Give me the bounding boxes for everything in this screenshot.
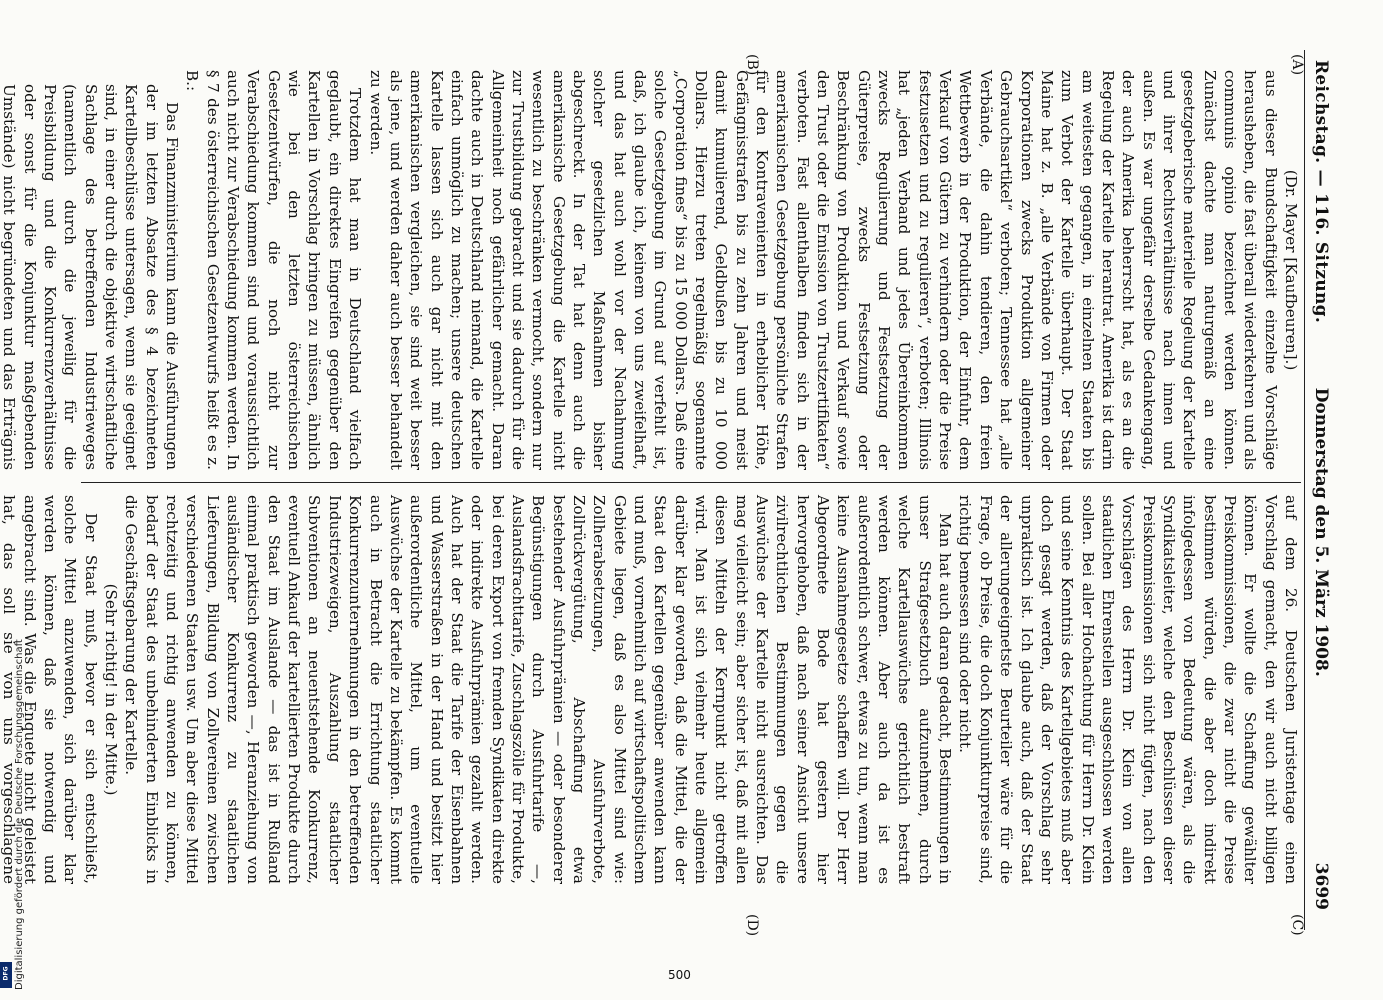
dfg-logo-icon — [0, 962, 12, 988]
paragraph: auf dem 26. Deutschen Juristentage einen Vorschlag gemacht, den wir auch nicht billigen können. Er wollte die Schaffung gewählter Preiskommissionen, die zwar nicht die Preise bestimmen würden, die aber doch indirekt infolgedessen von Bedeutung wären, als die Syndikatsleiter, welche den Beschlüssen dieser Preiskommissionen sich nicht fügten, nach den Vorschlägen des Herrn Dr. Klein von allen staatlichen Ehrenstellen ausgeschlossen werden sollen. Bei aller Hochachtung für Herrn Dr. Klein und seine Kenntnis des Kartellgebietes muß aber doch gesagt werden, daß der Vorschlag sehr unpraktisch ist. Ich glaube auch, daß der Staat der allerungeeignetste Beurteiler wäre für die Frage, ob Preise, die doch Konjunkturpreise sind, richtig bemessen sind oder nicht. — [956, 495, 1300, 884]
left-column — [0, 50, 1301, 470]
header-session: Reichstag. — 116. Sitzung. — [1311, 60, 1331, 324]
header-page-number: 3699 — [1311, 862, 1331, 910]
interjection: (Sehr richtig! in der Mitte.) — [102, 583, 121, 796]
header-date: Donnerstag den 5. März 1908. — [1311, 387, 1331, 677]
margin-letter-c: (C) — [1289, 914, 1305, 936]
speaker-label: (Dr. Mayer [Kaufbeuren].) — [1282, 169, 1300, 371]
paragraph: Trotzdem hat man in Deutschland vielfach geglaubt, ein direktes Eingreifen gegenüber den Kartellen in Vorschlag bringen zu müssen, ähnlich wie bei den letzten österreichischen Gesetzentwürfen, die noch nicht zur Verabschiedung kommen sind und voraussichtlich auch nicht zur Verabschiedung kommen werden. In § 7 des österreichischen Gesetzentwurfs heißt es z. B.: — [183, 70, 365, 470]
margin-letter-d: (D) — [744, 914, 760, 937]
quoted-paragraph: Das Finanzministerium kann die Ausführungen der im letzten Absatze des § 4 bezeichneten Kartellbeschlüsse untersagen, wenn sie geeignet sind, in einer durch die objektive wirtschaftliche Sachlage des betreffenden Industrieweges (namentlich durch die jeweilig für die Preisbildung und die Konkurrenzverhältnisse oder sonst für die Konjunktur maßgebenden Umstände) nicht begründeten und das Erträgnis — [0, 84, 182, 470]
page-header — [1304, 50, 1335, 930]
column-divider — [81, 482, 1301, 483]
margin-letter-a: (A) — [1289, 54, 1305, 76]
paragraph: aus dieser Bundschaftigkeit einzelne Vorschläge herausheben, die fast überall wiederkehren und als communis opinio bezeichnet werden können. Zunächst dachte man naturgemäß an eine gesetzgeberische materielle Regelung der Kartelle und ihrer Rechtsverhältnisse nach innen und außen. Es war ungefähr derselbe Gedankengang, der auch Amerika beherrscht hat, als es an die Regelung der Kartelle herantrat. Amerika ist darin am weitesten gegangen, in einzelnen Staaten bis zum Verbot der Kartelle überhaupt. Der Staat Maine hat z. B. „alle Verbände von Firmen oder Korporationen zwecks Produktion allgemeiner Gebrauchsartikel“ verboten; Tennessee hat „alle Verbände, die dahin tendieren, den freien Wettbewerb in der Produktion, der Einfuhr, dem Verkauf von Gütern zu verhindern oder die Preise festzusetzen und zu regulieren“, verboten; Illinois hat „jeden Verband und jedes Übereinkommen zwecks Regulierung und Festsetzung der Güterpreise, zwecks Festsetzung oder Beschränkung von Produktion und Verkauf sowie den Trust oder die Emission von Trustzertifikaten“ verboten. Fast allenthalben finden sich in der amerikanischen Gesetzgebung persönliche Strafen für den Kontravenienten in erheblicher Höhe, Gefängnisstrafen bis zu zehn Jahren und meist damit kumulierend, Geldbußen bis zu 10 000 Dollars. Hierzu treten regelmäßig sogenannte „Corporation fines“ bis zu 15 000 Dollars. Daß eine solche Gesetzgebung im Grund auf verfehlt ist, daß, ich glaube ich, keinem von uns zweifelhaft, und das hat auch wohl vor der Nachahmung solcher gesetzlichen Maßnahmen bisher abgeschreckt. In der Tat hat denn auch die amerikanische Gesetzgebung die Kartelle nicht wesentlich zu beschränken vermocht, sondern nur zur Trustbildung gebracht und sie dadurch für die Allgemeinheit noch gefährlicher gemacht. Daran dachte auch in Deutschland niemand, die Kartelle einfach unmöglich zu machen; unsere deutschen Kartelle lassen sich auch gar nicht mit den amerikanischen vergleichen, sie sind weit besser als jene, und werden daher auch besser behandelt zu werden. — [366, 70, 1280, 470]
header-right — [1311, 388, 1331, 910]
margin-letter-b: (B) — [744, 54, 760, 76]
digitization-sidebar — [14, 0, 28, 1000]
logo-text: DFG — [2, 966, 10, 981]
paragraph: Man hat auch daran gedacht, Bestimmungen in unser Strafgesetzbuch aufzunehmen, durch welche Kartellauswüchse gerichtlich bestraft werden können. Aber auch da ist es außerordentlich schwer, etwas zu tun, wenn man keine Ausnahmegesetze schaffen will. Der Herr Abgeordnete Bode hat gestern hier hervorgehoben, daß nach seiner Ansicht unsere zivilrechtlichen Bestimmungen gegen die Auswüchse der Kartelle nicht ausreichten. Das mag vielleicht sein; aber sicher ist, daß mit allen diesen Mitteln der Kernpunkt nicht getroffen wird. Man ist sich vielmehr heute allgemein darüber klar geworden, daß die Mittel, die der Staat den Kartellen gegenüber anwenden kann und muß, vornehmlich auf wirtschaftspolitischem Gebiete liegen, daß es also Mittel sind wie: Zollherabsetzungen, Ausfuhrverbote, Zollrückvergütung, Abschaffung etwa bestehender Ausfuhrprämien — oder besonderer Begünstigungen durch Ausfuhrtarife —, Auslandsfrachttarife, Zuschlagszölle für Produkte, bei deren Export von fremden Syndikaten direkte oder indirekte Ausfuhrprämien gezahlt werden. Auch hat der Staat die Tarife der Eisenbahnen und Wasserstraßen in der Hand und besitzt hier außerordentliche Mittel, um eventuelle Auswüchse der Kartelle zu bekämpfen. Es kommt auch in Betracht die Errichtung staatlicher Konkurrenzunternehmungen in den betreffenden Industriezweigen, Auszahlung staatlicher Subventionen an neuentstehende Konkurrenz, eventuell Ankauf der kartellierten Produkte durch den Staat im Auslande — das ist in Rußland einmal praktisch geworden —, Heranziehung von ausländischer Konkurrenz zu staatlichen Lieferungen, Bildung von Zollvereinen zwischen verschiedenen Staaten usw. Um aber diese Mittel rechtzeitig und richtig anwenden zu können, bedarf der Staat des unbehinderten Einblicks in die Geschäftsgebarung der Kartelle. — [122, 495, 955, 884]
paragraph: Der Staat muß, bevor er sich entschließt, solche Mittel anzuwenden, sich darüber klar werden können, daß sie notwendig und angebracht sind. Was die Enquete nicht geleistet hat, das soll sie von uns vorgeschlagene — [0, 495, 100, 884]
sidebar-credit-text: Digitalisierung gefördert durch die Deutsche Forschungsgemeinschaft — [14, 639, 25, 990]
page-footer-number: 500 — [668, 968, 691, 982]
